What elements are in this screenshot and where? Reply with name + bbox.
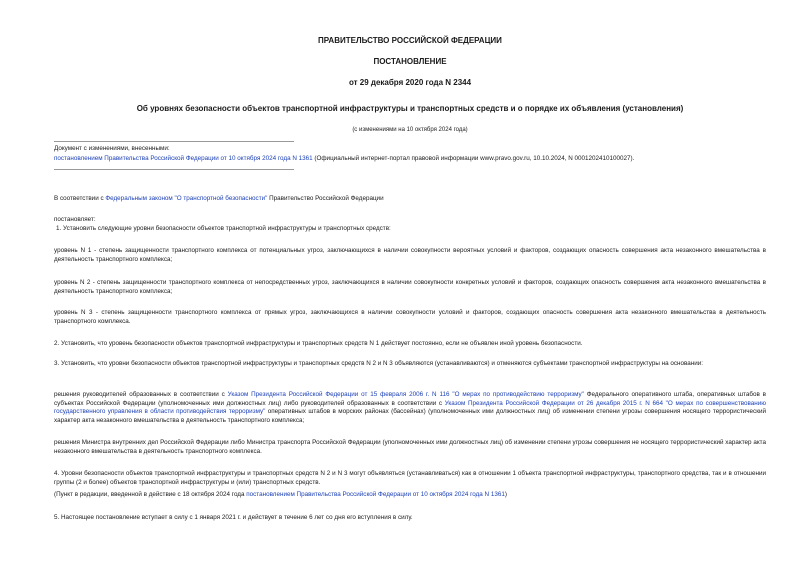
basis-1 — [54, 391, 766, 425]
paragraph-4-note — [54, 491, 766, 500]
document-date-number: от 29 декабря 2020 года N 2344 — [348, 78, 472, 87]
changes-intro: Документ с изменениями, внесенными: — [54, 145, 170, 152]
decree-664-link[interactable]: Указом Президента Российской Федерации от 26 декабря 2015 г. N 664 "О мерах по совершенствованию государственного управления в области противодействия терроризму" — [54, 399, 766, 416]
paragraph-4: 4. Уровни безопасности объектов транспортной инфраструктуры и транспортных средств N 2 и N 3 могут объявляться (устанавливаться) как в отношении 1 объекта транспортной инфраструктуры, транспортного средства, так и в отношении группы (2 и более) объектов транспортной инфраструктуры и (или) транспортных средств. — [54, 470, 766, 486]
federal-law-link[interactable]: Федеральным законом "О транспортной безопасности" — [105, 195, 268, 202]
basis-2: решения Министра внутренних дел Российской Федерации либо Министра транспорта Российской Федерации (уполномоченных ими должностных лиц) об изменении степени угрозы совершения не носящего террористический характер акта незаконного вмешательства в деятельность транспортного комплекса. — [54, 439, 766, 455]
decree-116-link[interactable]: Указом Президента Российской Федерации от 15 февраля 2006 г. N 116 "О мерах по противодействию терроризму" — [227, 391, 584, 398]
decree-word: постановляет: — [54, 216, 96, 223]
level-1-definition: уровень N 1 - степень защищенности транспортного комплекса от потенциальных угроз, заключающихся в наличии совокупности вероятных условий и факторов, создающих опасность совершения акта незаконного вмешательства в деятельность транспортного комплекса; — [54, 247, 766, 263]
preamble-text-start: В соответствии с — [54, 195, 106, 202]
basis-1-text-a: решения руководителей образованных в соответствии с — [54, 391, 228, 398]
p4-note-text-start: (Пункт в редакции, введенной в действие с 18 октября 2024 года — [54, 491, 247, 498]
paragraph-2: 2. Установить, что уровень безопасности объектов транспортной инфраструктуры и транспортных средств N 1 действует постоянно, если не объявлен иной уровень безопасности. — [54, 340, 583, 347]
changes-source: (Официальный интернет-портал правовой информации www.pravo.gov.ru, 10.10.2024, N 0001202410100027). — [312, 155, 635, 162]
level-3-definition: уровень N 3 - степень защищенности транспортного комплекса от прямых угроз, заключающихся в наличии совокупности условий и факторов, создающих опасность совершения акта незаконного вмешательства в деятельность транспортного комплекса. — [54, 309, 766, 325]
document-title: Об уровнях безопасности объектов транспортной инфраструктуры и транспортных средств и о порядке их объявления (установления) — [136, 104, 684, 113]
basis-1-text-c: оперативных штабов в морских районах (бассейнах) (уполномоченных ими должностных лиц) об изменении степени угрозы совершения носящего террористический характер акта незаконного вмешательства в деятельность транспортного комплекса; — [54, 408, 766, 424]
preamble — [54, 195, 766, 204]
government-heading: ПРАВИТЕЛЬСТВО РОССИЙСКОЙ ФЕДЕРАЦИИ — [318, 36, 502, 45]
p4-note-text-end: ) — [504, 491, 507, 498]
paragraph-3: 3. Установить, что уровни безопасности объектов транспортной инфраструктуры и транспортных средств N 2 и N 3 объявляются (устанавливаются) и отменяются субъектами транспортной инфраструктуры на основании: — [54, 360, 704, 367]
changes-line — [54, 155, 766, 164]
changes-decree-link[interactable]: постановлением Правительства Российской Федерации от 10 октября 2024 года N 1361 — [54, 155, 313, 162]
decree-1361-link[interactable]: постановлением Правительства Российской Федерации от 10 октября 2024 года N 1361 — [246, 491, 505, 498]
revision-note: (с изменениями на 10 октября 2024 года) — [352, 127, 468, 133]
divider-bottom — [54, 169, 294, 170]
document-type: ПОСТАНОВЛЕНИЕ — [373, 57, 447, 66]
divider-top — [54, 141, 294, 142]
level-2-definition: уровень N 2 - степень защищенности транспортного комплекса от непосредственных угроз, заключающихся в наличии совокупности конкретных условий и факторов, создающих опасность совершения акта незаконного вмешательства в деятельность транспортного комплекса; — [54, 279, 766, 295]
paragraph-5: 5. Настоящее постановление вступает в силу с 1 января 2021 г. и действует в течение 6 лет со дня его вступления в силу. — [54, 514, 413, 521]
basis-1-text-b: Федерального оперативного штаба, оперативных штабов в субъектах Российской Федерации (уполномоченных ими должностных лиц) либо руководителей образованных в соответствии с — [54, 391, 767, 407]
paragraph-1: 1. Установить следующие уровни безопасности объектов транспортной инфраструктуры и транспортных средств: — [56, 225, 391, 232]
preamble-text-end: Правительство Российской Федерации — [267, 195, 384, 202]
